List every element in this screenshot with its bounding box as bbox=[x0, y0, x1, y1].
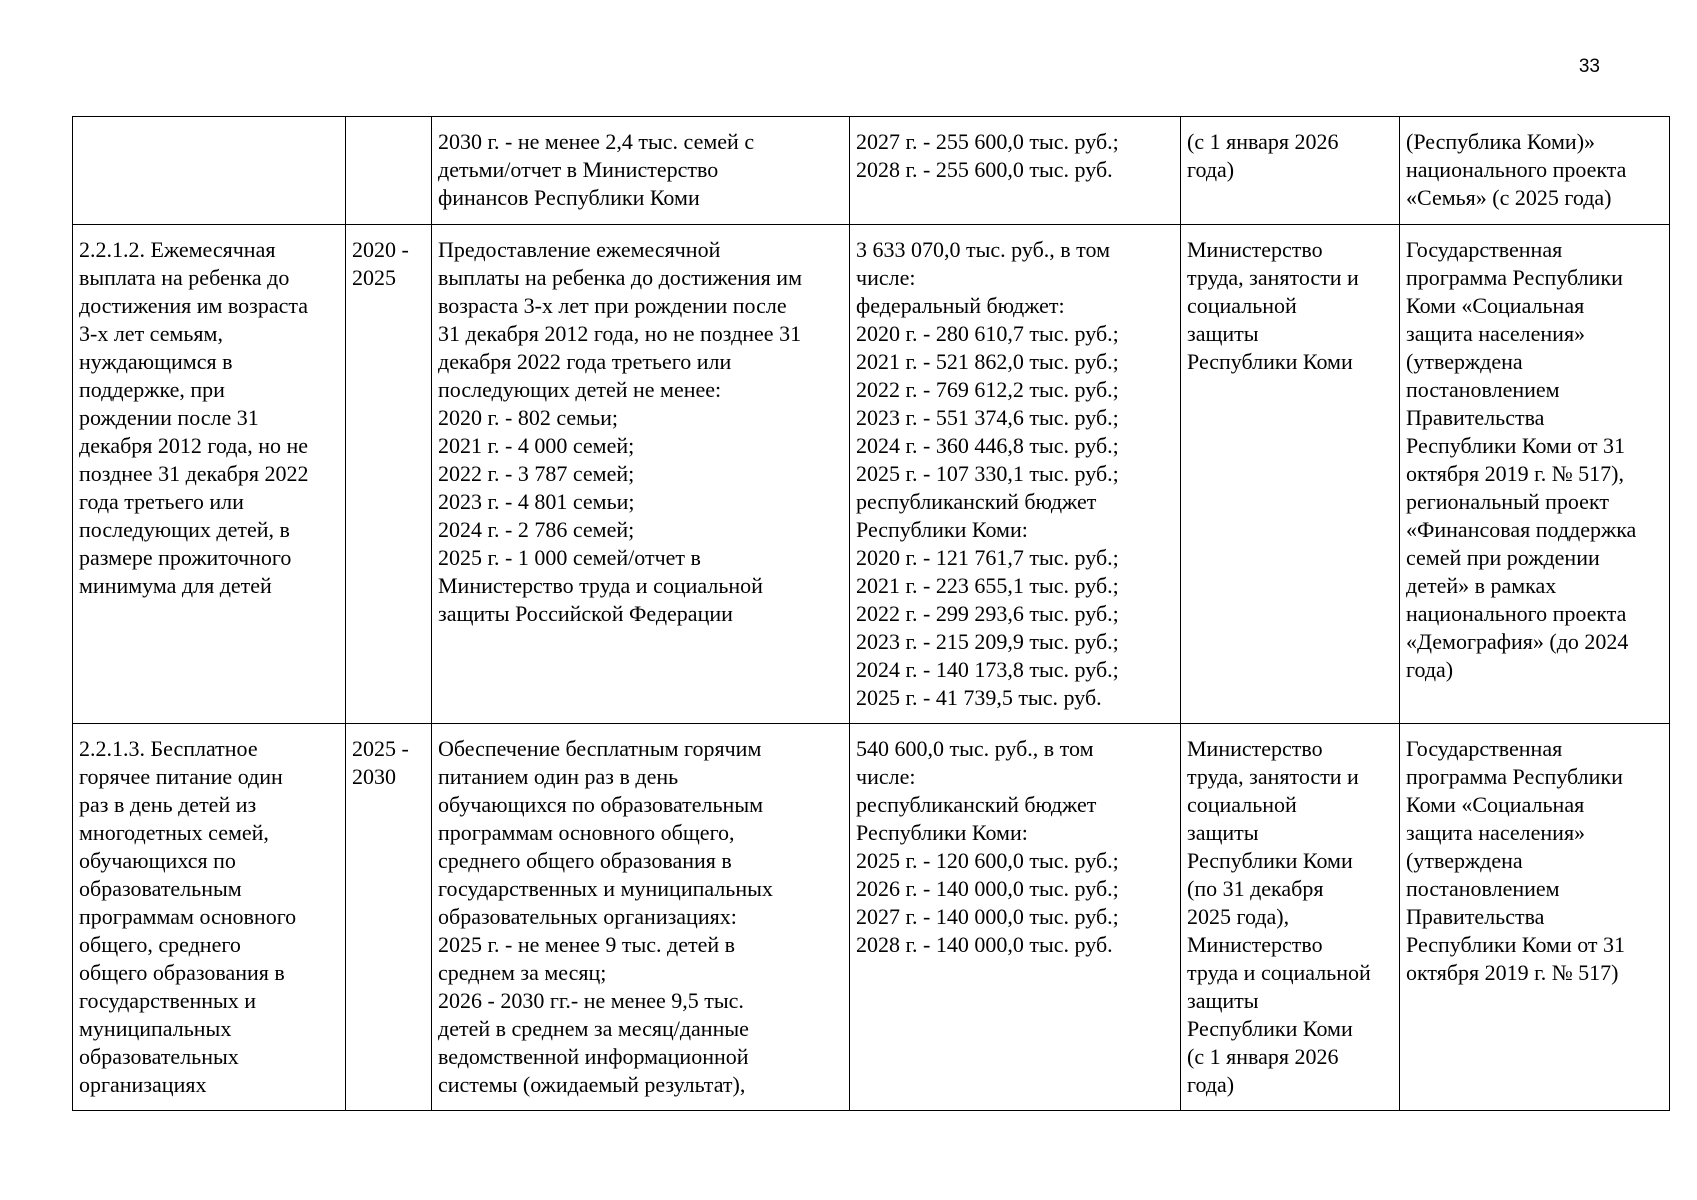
cell-line: выплата на ребенка до bbox=[79, 265, 290, 290]
measure-name-cell bbox=[73, 724, 346, 1111]
cell-line: Правительства bbox=[1406, 405, 1545, 430]
cell-line: федеральный бюджет: bbox=[856, 293, 1065, 318]
cell-line: 2028 г. - 255 600,0 тыс. руб. bbox=[856, 157, 1113, 182]
cell-line: (по 31 декабря bbox=[1187, 876, 1324, 901]
cell-line: 2.2.1.2. Ежемесячная bbox=[79, 237, 276, 262]
cell-line: государственных и муниципальных bbox=[438, 876, 773, 901]
cell-line: (утверждена bbox=[1406, 848, 1523, 873]
program-cell bbox=[1400, 117, 1670, 225]
cell-line: защита населения» bbox=[1406, 321, 1586, 346]
cell-line: (с 1 января 2026 bbox=[1187, 1044, 1339, 1069]
cell-line: 2020 г. - 280 610,7 тыс. руб.; bbox=[856, 321, 1119, 346]
cell-line: многодетных семей, bbox=[79, 820, 269, 845]
cell-line: последующих детей, в bbox=[79, 517, 290, 542]
cell-line: 2022 г. - 769 612,2 тыс. руб.; bbox=[856, 377, 1119, 402]
cell-line: поддержке, при bbox=[79, 377, 225, 402]
cell-line: Министерство bbox=[1187, 736, 1323, 761]
cell-line: Министерство труда и социальной bbox=[438, 573, 763, 598]
cell-line: защиты bbox=[1187, 321, 1259, 346]
cell-line: Коми «Социальная bbox=[1406, 792, 1585, 817]
cell-line: 2023 г. - 215 209,9 тыс. руб.; bbox=[856, 629, 1119, 654]
cell-line: 3 633 070,0 тыс. руб., в том bbox=[856, 237, 1110, 262]
cell-line: «Финансовая поддержка bbox=[1406, 517, 1637, 542]
cell-line: защиты bbox=[1187, 820, 1259, 845]
cell-line: Государственная bbox=[1406, 736, 1563, 761]
executor-cell bbox=[1181, 225, 1400, 724]
cell-line: национального проекта bbox=[1406, 601, 1627, 626]
cell-line: среднем за месяц; bbox=[438, 960, 607, 985]
table-row bbox=[73, 117, 1670, 225]
cell-line: питанием один раз в день bbox=[438, 764, 679, 789]
cell-line: труда, занятости и bbox=[1187, 764, 1359, 789]
cell-line: Министерство bbox=[1187, 237, 1323, 262]
cell-line: 2024 г. - 2 786 семей; bbox=[438, 517, 635, 542]
cell-line: 31 декабря 2012 года, но не позднее 31 bbox=[438, 321, 802, 346]
cell-line: Министерство bbox=[1187, 932, 1323, 957]
cell-line: Государственная bbox=[1406, 237, 1563, 262]
cell-line: выплаты на ребенка до достижения им bbox=[438, 265, 802, 290]
table-row bbox=[73, 724, 1670, 1111]
cell-line: ведомственной информационной bbox=[438, 1044, 749, 1069]
cell-line: 2030 г. - не менее 2,4 тыс. семей с bbox=[438, 129, 755, 154]
cell-line: обучающихся по bbox=[79, 848, 236, 873]
cell-line: 2025 - bbox=[352, 736, 409, 761]
cell-line: года) bbox=[1406, 657, 1454, 682]
cell-line: октября 2019 г. № 517), bbox=[1406, 461, 1625, 486]
cell-line: детьми/отчет в Министерство bbox=[438, 157, 719, 182]
cell-line: размере прожиточного bbox=[79, 545, 292, 570]
cell-line: 2022 г. - 3 787 семей; bbox=[438, 461, 635, 486]
cell-line: программам основного bbox=[79, 904, 297, 929]
cell-line: защиты Российской Федерации bbox=[438, 601, 733, 626]
measures-table bbox=[72, 116, 1670, 1111]
cell-line: 2025 г. - 107 330,1 тыс. руб.; bbox=[856, 461, 1119, 486]
cell-line: системы (ожидаемый результат), bbox=[438, 1072, 746, 1097]
cell-line: 2030 bbox=[352, 764, 396, 789]
cell-line: достижения им возраста bbox=[79, 293, 309, 318]
cell-line: Коми «Социальная bbox=[1406, 293, 1585, 318]
cell-line: 2025 г. - не менее 9 тыс. детей в bbox=[438, 932, 736, 957]
cell-line: 2027 г. - 140 000,0 тыс. руб.; bbox=[856, 904, 1119, 929]
cell-line: года) bbox=[1187, 1072, 1235, 1097]
cell-line: труда, занятости и bbox=[1187, 265, 1359, 290]
program-cell bbox=[1400, 225, 1670, 724]
cell-line: среднего общего образования в bbox=[438, 848, 732, 873]
cell-line: муниципальных bbox=[79, 1016, 232, 1041]
cell-line: 2023 г. - 551 374,6 тыс. руб.; bbox=[856, 405, 1119, 430]
cell-line: программам основного общего, bbox=[438, 820, 735, 845]
measure-name-cell bbox=[73, 225, 346, 724]
cell-line: числе: bbox=[856, 764, 916, 789]
measure-name-cell bbox=[73, 117, 346, 225]
cell-line: общего, среднего bbox=[79, 932, 241, 957]
funding-cell bbox=[850, 225, 1181, 724]
cell-line: 2025 г. - 120 600,0 тыс. руб.; bbox=[856, 848, 1119, 873]
cell-line: общего образования в bbox=[79, 960, 285, 985]
cell-line: 2026 г. - 140 000,0 тыс. руб.; bbox=[856, 876, 1119, 901]
cell-line: (Республика Коми)» bbox=[1406, 129, 1596, 154]
cell-line: 2025 г. - 41 739,5 тыс. руб. bbox=[856, 685, 1102, 710]
cell-line: 2.2.1.3. Бесплатное bbox=[79, 736, 258, 761]
table-row bbox=[73, 225, 1670, 724]
cell-line: 2021 г. - 4 000 семей; bbox=[438, 433, 635, 458]
result-cell bbox=[432, 225, 850, 724]
cell-line: 3-х лет семьям, bbox=[79, 321, 223, 346]
cell-line: постановлением bbox=[1406, 377, 1560, 402]
cell-line: 2020 г. - 802 семьи; bbox=[438, 405, 619, 430]
funding-cell bbox=[850, 724, 1181, 1111]
cell-line: образовательным bbox=[79, 876, 242, 901]
cell-line: национального проекта bbox=[1406, 157, 1627, 182]
cell-line: 2021 г. - 521 862,0 тыс. руб.; bbox=[856, 349, 1119, 374]
cell-line: (с 1 января 2026 bbox=[1187, 129, 1339, 154]
cell-line: горячее питание один bbox=[79, 764, 283, 789]
cell-line: 2025 г. - 1 000 семей/отчет в bbox=[438, 545, 701, 570]
cell-line: Республики Коми: bbox=[856, 517, 1028, 542]
cell-line: образовательных bbox=[79, 1044, 239, 1069]
cell-line: программа Республики bbox=[1406, 764, 1623, 789]
cell-line: нуждающимся в bbox=[79, 349, 233, 374]
cell-line: 2020 г. - 121 761,7 тыс. руб.; bbox=[856, 545, 1119, 570]
cell-line: возраста 3-х лет при рождении после bbox=[438, 293, 787, 318]
cell-line: 2026 - 2030 гг.- не менее 9,5 тыс. bbox=[438, 988, 744, 1013]
cell-line: обучающихся по образовательным bbox=[438, 792, 764, 817]
cell-line: семей при рождении bbox=[1406, 545, 1600, 570]
program-cell bbox=[1400, 724, 1670, 1111]
cell-line: финансов Республики Коми bbox=[438, 185, 700, 210]
cell-line: «Демография» (до 2024 bbox=[1406, 629, 1629, 654]
cell-line: программа Республики bbox=[1406, 265, 1623, 290]
cell-line: декабря 2012 года, но не bbox=[79, 433, 309, 458]
cell-line: октября 2019 г. № 517) bbox=[1406, 960, 1619, 985]
cell-line: декабря 2022 года третьего или bbox=[438, 349, 732, 374]
cell-line: числе: bbox=[856, 265, 916, 290]
page-number: 33 bbox=[1578, 56, 1600, 77]
executor-cell bbox=[1181, 724, 1400, 1111]
cell-line: последующих детей не менее: bbox=[438, 377, 722, 402]
funding-cell bbox=[850, 117, 1181, 225]
cell-line: 2025 bbox=[352, 265, 396, 290]
cell-line: республиканский бюджет bbox=[856, 792, 1097, 817]
cell-line: Республики Коми bbox=[1187, 848, 1353, 873]
cell-line: 2028 г. - 140 000,0 тыс. руб. bbox=[856, 932, 1113, 957]
cell-line: труда и социальной bbox=[1187, 960, 1371, 985]
cell-line: региональный проект bbox=[1406, 489, 1609, 514]
cell-line: рождении после 31 bbox=[79, 405, 259, 430]
cell-line: детей в среднем за месяц/данные bbox=[438, 1016, 749, 1041]
cell-line: 2022 г. - 299 293,6 тыс. руб.; bbox=[856, 601, 1119, 626]
cell-line: раз в день детей из bbox=[79, 792, 257, 817]
cell-line: республиканский бюджет bbox=[856, 489, 1097, 514]
cell-line: Предоставление ежемесячной bbox=[438, 237, 721, 262]
cell-line: минимума для детей bbox=[79, 573, 272, 598]
executor-cell bbox=[1181, 117, 1400, 225]
cell-line: (утверждена bbox=[1406, 349, 1523, 374]
cell-line: 2024 г. - 140 173,8 тыс. руб.; bbox=[856, 657, 1119, 682]
cell-line: защита населения» bbox=[1406, 820, 1586, 845]
period-cell bbox=[346, 117, 432, 225]
cell-line: защиты bbox=[1187, 988, 1259, 1013]
cell-line: 2020 - bbox=[352, 237, 409, 262]
result-cell bbox=[432, 117, 850, 225]
cell-line: 540 600,0 тыс. руб., в том bbox=[856, 736, 1094, 761]
cell-line: 2027 г. - 255 600,0 тыс. руб.; bbox=[856, 129, 1119, 154]
cell-line: Обеспечение бесплатным горячим bbox=[438, 736, 762, 761]
cell-line: Республики Коми от 31 bbox=[1406, 433, 1626, 458]
cell-line: Правительства bbox=[1406, 904, 1545, 929]
cell-line: года) bbox=[1187, 157, 1235, 182]
cell-line: 2024 г. - 360 446,8 тыс. руб.; bbox=[856, 433, 1119, 458]
cell-line: социальной bbox=[1187, 792, 1297, 817]
cell-line: социальной bbox=[1187, 293, 1297, 318]
cell-line: Республики Коми bbox=[1187, 349, 1353, 374]
cell-line: образовательных организациях: bbox=[438, 904, 737, 929]
cell-line: Республики Коми bbox=[1187, 1016, 1353, 1041]
result-cell bbox=[432, 724, 850, 1111]
cell-line: постановлением bbox=[1406, 876, 1560, 901]
cell-line: «Семья» (с 2025 года) bbox=[1406, 185, 1612, 210]
cell-line: организациях bbox=[79, 1072, 207, 1097]
cell-line: Республики Коми от 31 bbox=[1406, 932, 1626, 957]
cell-line: Республики Коми: bbox=[856, 820, 1028, 845]
cell-line: 2023 г. - 4 801 семьи; bbox=[438, 489, 635, 514]
period-cell bbox=[346, 724, 432, 1111]
cell-line: 2025 года), bbox=[1187, 904, 1290, 929]
cell-line: позднее 31 декабря 2022 bbox=[79, 461, 309, 486]
period-cell bbox=[346, 225, 432, 724]
cell-line: государственных и bbox=[79, 988, 257, 1013]
cell-line: детей» в рамках bbox=[1406, 573, 1557, 598]
cell-line: 2021 г. - 223 655,1 тыс. руб.; bbox=[856, 573, 1119, 598]
cell-line: года третьего или bbox=[79, 489, 244, 514]
